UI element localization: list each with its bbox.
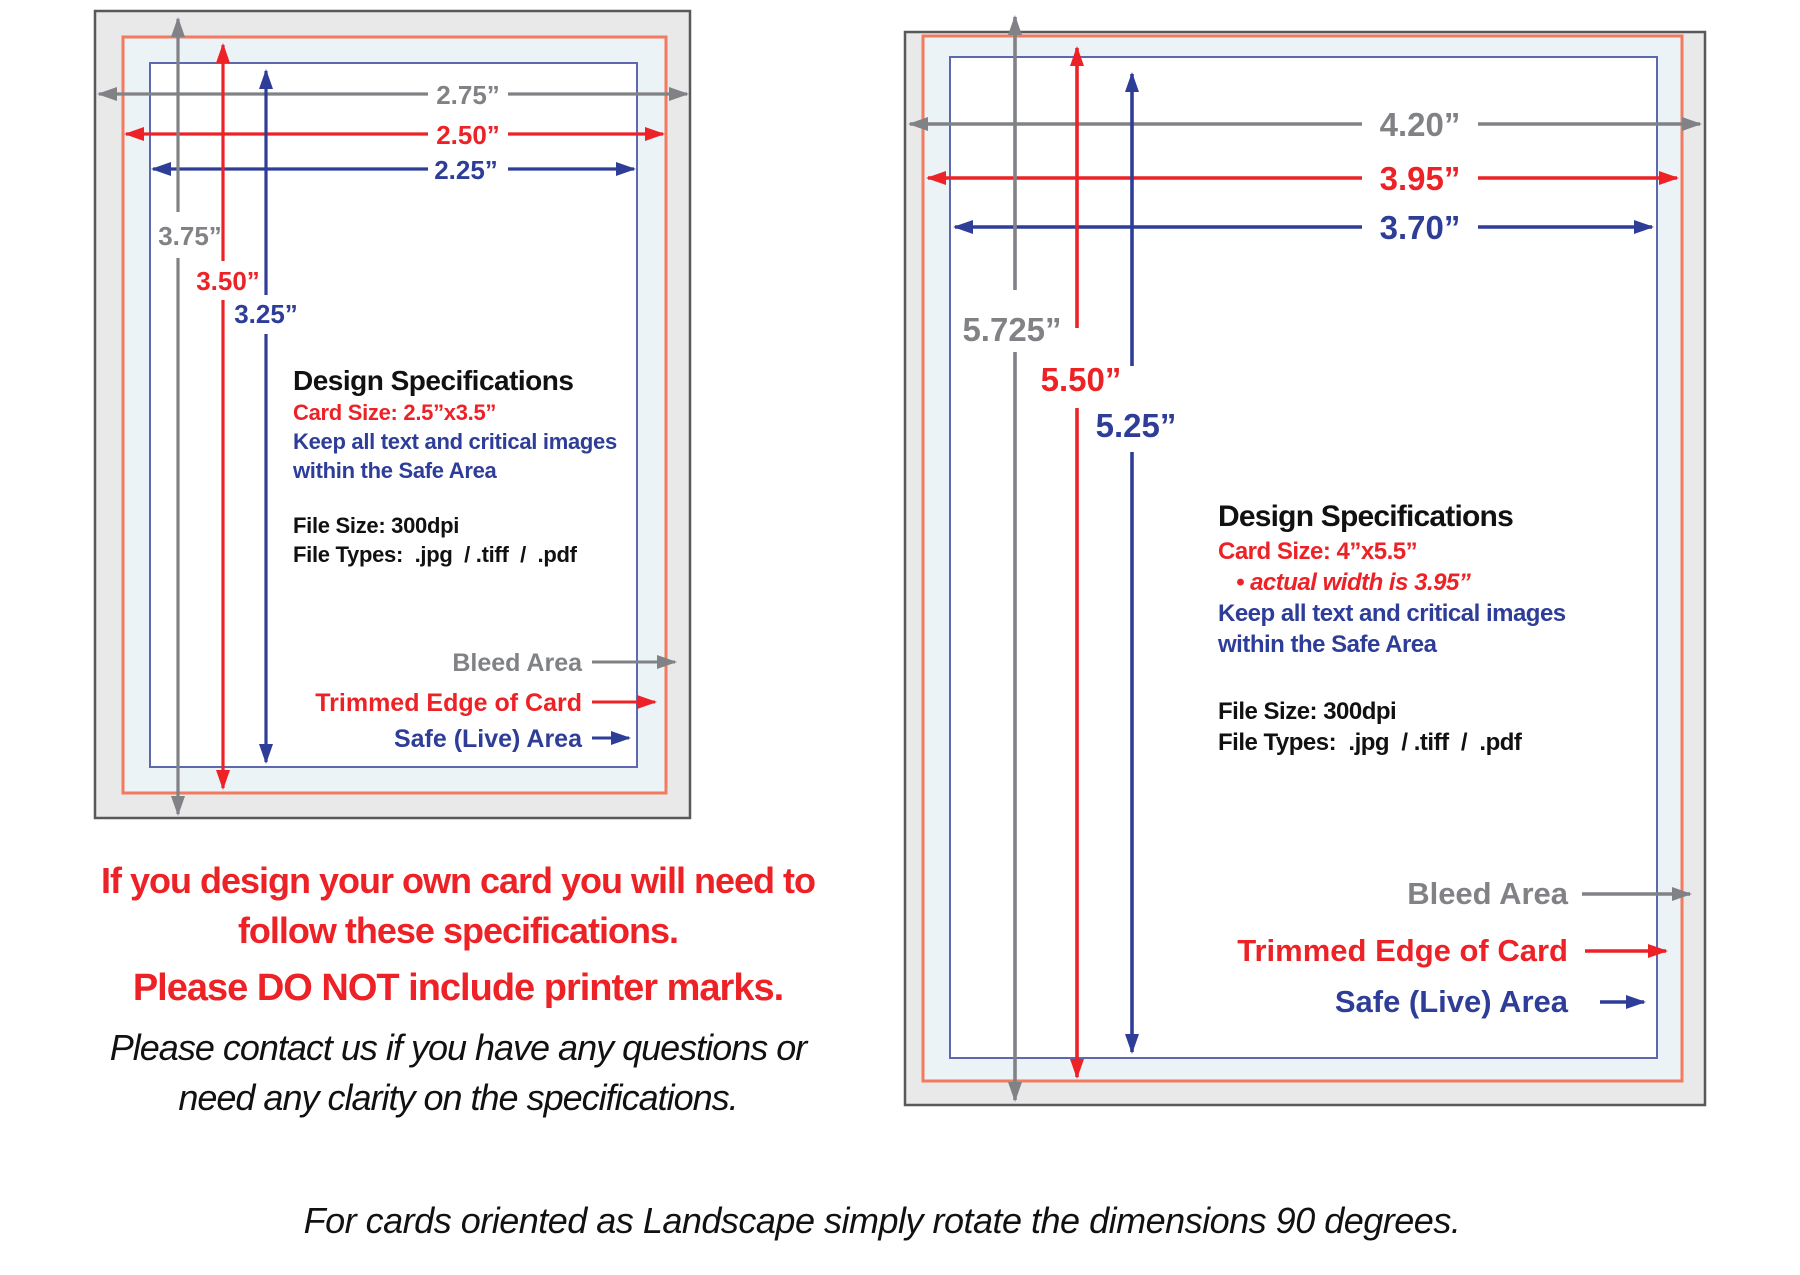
contact-note-line-1: Please contact us if you have any questions or xyxy=(109,1027,807,1068)
left-width-bleed-label: 2.75” xyxy=(436,80,500,110)
right-spec-safe-note-1: Keep all text and critical images xyxy=(1218,600,1566,627)
left-width-trim-label: 2.50” xyxy=(436,120,500,150)
right-spec-text-block xyxy=(1218,498,1566,758)
left-spec-spacer xyxy=(293,485,617,511)
left-spec-file-size: File Size: 300dpi xyxy=(293,513,460,538)
design-warning-notes xyxy=(40,856,876,1120)
left-spec-safe-note-2: within the Safe Area xyxy=(293,458,497,483)
left-spec-card-size: Card Size: 2.5”x3.5” xyxy=(293,400,497,425)
right-spec-safe-note-2: within the Safe Area xyxy=(1218,631,1437,658)
right-spec-card-size: Card Size: 4”x5.5” xyxy=(1218,538,1418,565)
left-height-trim-label: 3.50” xyxy=(196,266,260,296)
left-width-safe-label: 2.25” xyxy=(434,155,498,185)
left-legend-safe-label: Safe (Live) Area xyxy=(393,725,582,753)
right-spec-file-types: File Types: .jpg / .tiff / .pdf xyxy=(1218,729,1522,756)
left-spec-text-block xyxy=(293,364,617,569)
right-height-safe-label: 5.25” xyxy=(1095,407,1177,444)
right-spec-spacer xyxy=(1218,660,1566,696)
right-height-bleed-label: 5.725” xyxy=(962,311,1062,348)
left-spec-title: Design Specifications xyxy=(293,365,574,396)
contact-note-line-2: need any clarity on the specifications. xyxy=(178,1077,738,1118)
right-spec-title: Design Specifications xyxy=(1218,500,1513,533)
right-width-trim-label: 3.95” xyxy=(1379,160,1461,197)
right-spec-file-size: File Size: 300dpi xyxy=(1218,698,1397,725)
left-legend-trim-label: Trimmed Edge of Card xyxy=(315,689,582,717)
right-height-trim-label: 5.50” xyxy=(1040,361,1122,398)
left-height-safe-label: 3.25” xyxy=(234,299,298,329)
printer-marks-warning: Please DO NOT include printer marks. xyxy=(132,967,784,1009)
right-spec-width-note: • actual width is 3.95” xyxy=(1236,569,1471,596)
right-width-safe-label: 3.70” xyxy=(1379,209,1461,246)
warning-line-1: If you design your own card you will need to xyxy=(100,860,816,901)
landscape-rotation-note: For cards oriented as Landscape simply rotate the dimensions 90 degrees. xyxy=(303,1200,1461,1241)
left-height-bleed-label: 3.75” xyxy=(158,221,222,251)
right-width-bleed-label: 4.20” xyxy=(1379,106,1461,143)
warning-line-2: follow these specifications. xyxy=(237,910,679,951)
right-legend-trim-label: Trimmed Edge of Card xyxy=(1237,933,1568,968)
right-legend-bleed-label: Bleed Area xyxy=(1407,876,1568,911)
left-legend-bleed-label: Bleed Area xyxy=(452,649,582,677)
left-spec-file-types: File Types: .jpg / .tiff / .pdf xyxy=(293,542,577,567)
right-legend-safe-label: Safe (Live) Area xyxy=(1334,984,1568,1019)
left-spec-safe-note-1: Keep all text and critical images xyxy=(293,429,617,454)
